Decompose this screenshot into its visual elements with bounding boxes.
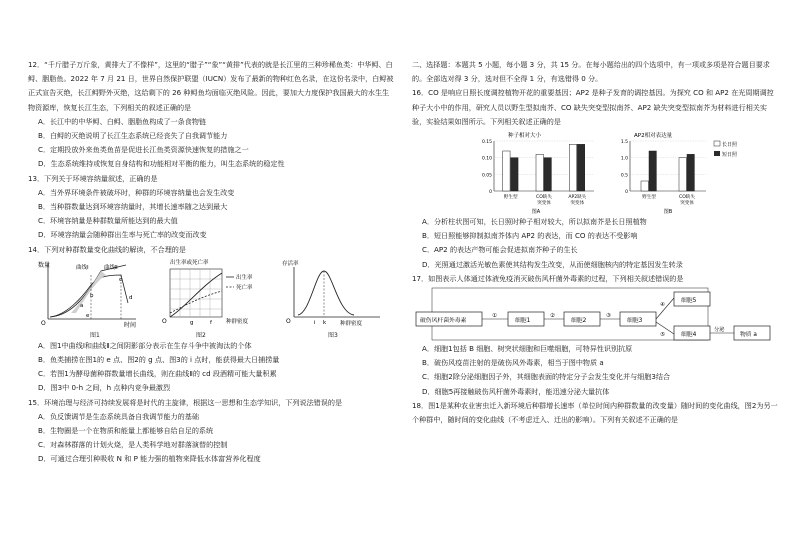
- bar: [649, 151, 656, 191]
- figure-1-population-curves: [36, 257, 146, 329]
- y-tick-label: 0.15: [481, 140, 492, 146]
- option-b: B．生物圈是一个在物质和能量上都能够自给自足的系统: [38, 426, 214, 436]
- fig3-caption: 图3: [328, 331, 338, 339]
- diagram-n1: ①: [492, 313, 497, 320]
- y-tick-label: 0: [489, 190, 492, 196]
- category-label: 突变体: [537, 201, 551, 207]
- fig2-legend-birth: 出生率: [236, 274, 253, 281]
- question-stem: 12．“千斤腊子万斤象，黄排大了不像样”，这里的“腊子”“象”“黄排”代表的就是长江里的三种珍稀鱼类：中华鲟、白鲟、胭脂鱼。2022 年 7 月 21 日，世界自然保护联盟（IUCN）发布了最新的物种红色名录，在这份名录中，白鲟被正式宣告灭绝，长江鲟野外灭绝，这给剩下的 26 种鲟鱼均面临灭绝风险。因此，要加大力度保护我国最大的水生生物资源库，恢复长江生态，下列相关的叙述正确的是: [28, 60, 394, 112]
- fig1-label-c: c: [119, 276, 123, 283]
- diagram-n2: ②: [550, 313, 555, 320]
- option-a: A．负反馈调节是生态系统具备自我调节能力的基础: [38, 411, 199, 421]
- figure-captions: [28, 329, 396, 339]
- figure-3-survival-rate: [280, 257, 390, 329]
- chart-b-ap2-expression: [608, 129, 758, 215]
- immune-flow-diagram: [412, 286, 780, 342]
- option-c: C．若图1为酵母菌种群数量增长曲线，则在曲线Ⅱ的 cd 段酒精可能大量积累: [38, 369, 277, 379]
- diagram-source: 破伤风杆菌外毒素: [420, 318, 467, 325]
- y-tick-label: 0.10: [481, 156, 492, 162]
- fig1-label-e: e: [86, 312, 90, 319]
- chart-a-seed-size: [472, 129, 602, 215]
- category-label: 突变体: [680, 201, 694, 207]
- bar: [679, 158, 686, 191]
- option-d: D．光照通过激活光敏色素使其结构发生改变，从而使细胞核内的特定基因发生转录: [422, 259, 683, 269]
- question-stem: 16．CO 是响应日照长度调控植物开花的重要基因；AP2 是种子发育的调控基因。为探究 CO 和 AP2 在光周期调控种子大小中的作用，研究人员以野生型拟南芥、CO 缺失突变型拟南芥、AP2 缺失突变型拟南芥为材料进行相关实验，实验结果如图所示。下列相关叙述正确的是: [412, 88, 774, 126]
- option-b: B．当种群数量达到环境容纳量时，其增长速率随之达到最大: [38, 202, 228, 212]
- fig2-f: f: [210, 319, 212, 326]
- option-a: A．长江中的中华鲟、白鲟、胭脂鱼构成了一条食物链: [38, 116, 207, 126]
- fig1-caption: 图1: [90, 331, 100, 339]
- option-b: B．破伤风疫苗注射的是破伤风外毒素，相当于图中物质 a: [422, 358, 604, 368]
- bar: [687, 154, 694, 191]
- option-c: C．对森林群落的计划火烧，是人类科学地对群落演替的控制: [38, 440, 228, 450]
- figure-row: [28, 257, 396, 329]
- option-a: A．当外界环境条件被破坏时，种群的环境容纳量也会发生改变: [38, 187, 235, 197]
- fig1-curve2: 曲线Ⅱ: [104, 264, 118, 271]
- bar: [569, 144, 576, 191]
- option-d: D．可通过合理引种吸收 N 和 P 能力强的植物来降低水体富营养化程度: [38, 454, 261, 464]
- question-17: [412, 272, 780, 399]
- question-stem: 13．下列关于环境容纳量叙述，正确的是: [28, 173, 158, 183]
- fig2-origin: O: [162, 317, 167, 325]
- diagram-cell4: 细胞4: [681, 332, 697, 339]
- diagram-n4: ④: [660, 302, 665, 309]
- fig1-label-a: a: [80, 302, 84, 309]
- chart-b-caption: 图B: [663, 209, 673, 216]
- question-stem: 17．如图表示人体通过体液免疫消灭破伤风杆菌外毒素的过程，下列相关叙述错误的是: [412, 273, 684, 283]
- fig3-xlabel: 种群密度: [340, 320, 363, 327]
- bar: [511, 158, 518, 191]
- fig1-label-b: b: [90, 292, 94, 299]
- legend-short-day: 短日照: [722, 152, 738, 159]
- category-label: 野生型: [503, 195, 518, 201]
- option-d: D．环境容纳量会随种群出生率与死亡率的改变而改变: [38, 230, 207, 240]
- bar: [536, 154, 543, 191]
- fig1-ylabel: 数量: [38, 261, 51, 269]
- option-c: C．AP2 的表达产物可能会促进拟南芥种子的生长: [422, 245, 578, 255]
- diagram-product: 物质 a: [740, 332, 757, 339]
- diagram-cell3: 细胞3: [627, 318, 643, 325]
- legend-long-day: 长日照: [722, 142, 738, 149]
- diagram-n3: ③: [606, 313, 611, 320]
- question-18: [412, 399, 780, 427]
- bar: [577, 144, 584, 191]
- diagram-cell5: 细胞5: [681, 298, 697, 305]
- option-c: C．环境容纳量是种群数量所能达到的最大值: [38, 216, 178, 226]
- bar: [503, 151, 510, 191]
- y-tick-label: 0.5: [620, 173, 628, 179]
- category-label: CO缺失: [678, 195, 696, 201]
- y-tick-label: 1.0: [620, 156, 628, 162]
- category-label: CO缺失: [535, 195, 553, 201]
- option-a: A．细胞1包括 B 细胞、树突状细胞和巨噬细胞，可特异性识别抗原: [422, 344, 633, 354]
- fig3-k: k: [323, 319, 327, 326]
- left-column: [28, 58, 396, 467]
- option-c: C．细胞2除分泌细胞因子外，其细胞表面的特定分子会发生变化并与细胞3结合: [422, 372, 671, 382]
- option-a: A．图1中曲线Ⅰ和曲线Ⅱ之间阴影部分表示在生存斗争中被淘汰的个体: [38, 340, 252, 350]
- chart-a-caption: 图A: [531, 209, 541, 216]
- figure-2-birth-death-rate: [156, 257, 271, 329]
- right-column: [412, 58, 780, 427]
- bar: [641, 181, 648, 191]
- question-16: [412, 86, 780, 271]
- fig2-caption: 图2: [196, 331, 206, 339]
- y-tick-label: 0.05: [481, 173, 492, 179]
- fig2-g: g: [190, 319, 194, 326]
- question-stem: 18．图1是某种农业害虫迁入新环境后种群增长速率（单位时间内种群数量的改变量）随时间的变化曲线，图2为另一个种群中，随时间的变化曲线（不考虑迁入、迁出的影响）。下列有关叙述不正确的是: [412, 400, 778, 425]
- option-c: C．定期投放外来鱼类鱼苗是促进长江鱼类资源快速恢复的措施之一: [38, 145, 249, 155]
- option-b: B．鱼类捕捞在图1的 e 点、图2的 g 点、图3的 i 点时，能获得最大日捕捞量: [38, 355, 280, 365]
- question-13: [28, 172, 396, 243]
- option-a: A．分析柱状图可知，长日照时种子相对较大，所以拟南芥是长日照植物: [422, 217, 647, 227]
- fig2-xlabel: 种群密度: [226, 318, 249, 325]
- fig2-ylabel: 出生率或死亡率: [170, 259, 209, 266]
- fig1-curve1: 曲线Ⅰ: [76, 264, 89, 271]
- option-d: D．图3中 0-h 之间，h 点种内竞争最激烈: [38, 383, 171, 393]
- question-stem: 15．环境治理与经济可持续发展将是时代的主旋律，根据这一思想和生态学知识，下列说法错误的是: [28, 397, 343, 407]
- y-tick-label: 1.5: [620, 140, 628, 146]
- diagram-cell1: 细胞1: [515, 318, 531, 325]
- question-14: [28, 243, 396, 396]
- diagram-secrete: 分泌: [714, 327, 725, 334]
- question-15: [28, 396, 396, 467]
- diagram-n5: ⑤: [660, 332, 665, 339]
- figure-row: [412, 129, 780, 215]
- category-label: 野生型: [642, 195, 656, 201]
- category-label: AP2缺失: [568, 195, 587, 201]
- fig2-legend-death: 死亡率: [236, 284, 253, 291]
- option-d: D．细胞5再接触破伤风杆菌外毒素时，能迅速分泌大量抗体: [422, 386, 610, 396]
- question-stem: 14．下列对种群数量变化曲线的解读，不合理的是: [28, 244, 186, 254]
- option-d: D．生态系统维持或恢复自身结构和功能相对平衡的能力，叫生态系统的稳定性: [38, 159, 285, 169]
- fig3-origin: O: [286, 317, 291, 325]
- chart-b-title: AP2相对表达量: [634, 133, 673, 140]
- fig1-label-d: d: [129, 294, 133, 301]
- fig1-xlabel: 时间: [124, 321, 137, 329]
- fig3-i: i: [314, 319, 316, 326]
- section-2-heading: 二、选择题：本题共 5 小题，每小题 3 分，共 15 分。在每小题给出的四个选项中，有一项或多项是符合题目要求的。全部选对得 3 分，选对但不全得 1 分，有选错得 0 分。: [412, 60, 770, 84]
- diagram-cell2: 细胞2: [571, 318, 587, 325]
- fig3-ylabel: 存活率: [282, 260, 299, 267]
- fig1-origin: O: [41, 319, 46, 327]
- chart-a-title: 种子相对大小: [508, 133, 542, 140]
- bar: [544, 158, 551, 191]
- y-tick-label: 0: [625, 190, 628, 196]
- option-b: B．短日照能够抑制拟南芥体内 AP2 的表达，而 CO 的表达不受影响: [422, 231, 638, 241]
- category-label: 突变体: [570, 201, 585, 207]
- question-12: [28, 58, 396, 172]
- option-b: B．白鲟的灭绝说明了长江生态系统已经丧失了自我调节能力: [38, 131, 228, 141]
